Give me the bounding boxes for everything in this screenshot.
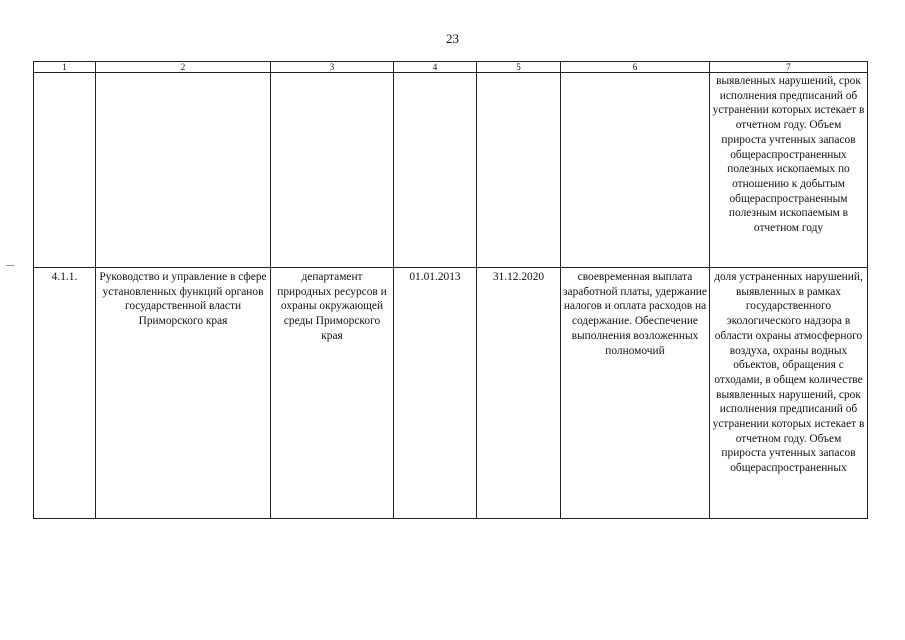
executor-cell: департамент природных ресурсов и охраны окружающей среды Приморского края [271, 268, 394, 519]
continued-cell-3 [271, 73, 394, 268]
page-number: 23 [446, 31, 459, 46]
column-number-row [34, 62, 868, 73]
column-number-6: 6 [561, 62, 710, 73]
continued-cell-1 [34, 73, 96, 268]
continued-cell-2 [96, 73, 271, 268]
column-number-4: 4 [394, 62, 477, 73]
continued-cell-5 [477, 73, 561, 268]
expected-result-cell: своевременная выплата заработной платы, удержание налогов и оплата расходов на содержание. Обеспечение выполнения возложенных полномочий [561, 268, 710, 519]
end-date-cell: 31.12.2020 [477, 268, 561, 519]
indicator-cell: доля устраненных нарушений, выявленных в рамках государственного экологического надзора в области охраны атмосферного воздуха, охраны водных объектов, обращения с отходами, в общем количестве выявленных нарушений, срок исполнения предписаний об устранении которых истекает в отчетном году. Объем прироста учтенных запасов общераспространенных [710, 268, 868, 519]
program-activities-table [33, 61, 868, 519]
continued-cell-6 [561, 73, 710, 268]
column-number-7: 7 [710, 62, 868, 73]
continued-row [34, 73, 868, 268]
table-row-4-1-1 [34, 268, 868, 519]
activity-name-cell: Руководство и управление в сфере установленных функций органов государственной власти Приморского края [96, 268, 271, 519]
column-number-1: 1 [34, 62, 96, 73]
column-number-2: 2 [96, 62, 271, 73]
column-number-3: 3 [271, 62, 394, 73]
continued-indicator-cell: выявленных нарушений, срок исполнения предписаний об устранении которых истекает в отчетном году. Объем прироста учтенных запасов общераспространенных полезных ископаемых по отношению к добытым общераспространенным полезным ископаемым в отчетном году [710, 73, 868, 268]
margin-mark [6, 265, 14, 266]
continued-cell-4 [394, 73, 477, 268]
start-date-cell: 01.01.2013 [394, 268, 477, 519]
row-number-cell: 4.1.1. [34, 268, 96, 519]
column-number-5: 5 [477, 62, 561, 73]
